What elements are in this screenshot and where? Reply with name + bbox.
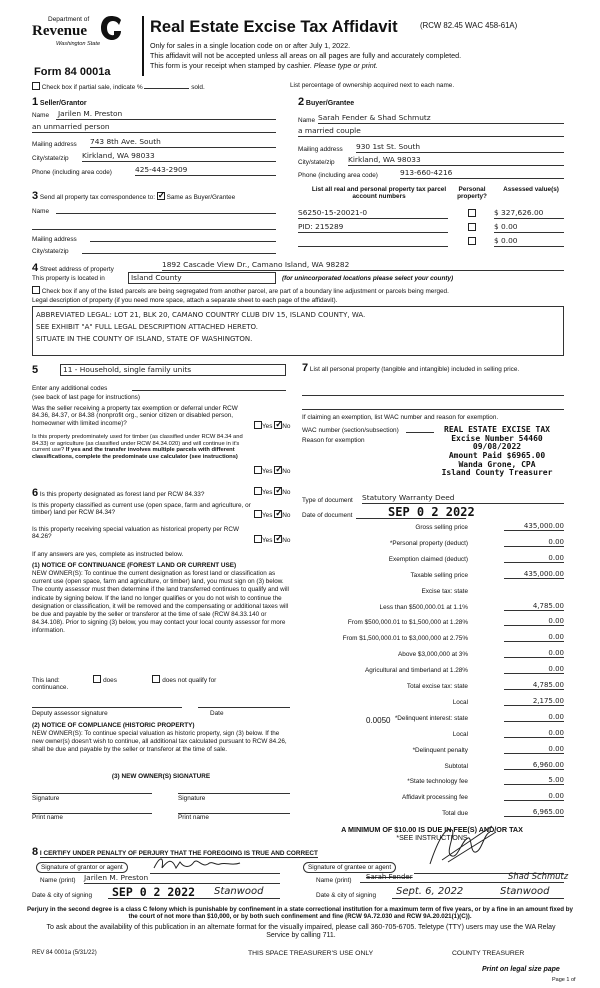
partial-sale-sold: sold.: [191, 84, 205, 91]
tax-row-value[interactable]: 5.00: [504, 776, 564, 785]
stamp-line: Excise Number 54460: [451, 433, 543, 443]
tax-row-label: Total due: [442, 810, 468, 818]
buyer-city-field[interactable]: Kirkland, WA 98033: [348, 156, 564, 166]
section3-city-field[interactable]: [82, 246, 276, 254]
deputy-date-field[interactable]: [198, 700, 290, 708]
tax-row-value[interactable]: 0.00: [504, 554, 564, 563]
tax-row-label: Local: [452, 698, 468, 706]
tax-row-value[interactable]: 4,785.00: [504, 681, 564, 690]
buyer-section-num: 2: [298, 96, 305, 108]
notice2-body: NEW OWNER(S): To continue special valuation as historic property, sign (3) below. If the new owner(s) doesn't wish to continue, all additional tax calculated pursuant to RCW 84.26, shall be due and payable by the seller or transferor at the time of sale.: [32, 730, 287, 754]
buyer-section-title: Buyer/Grantee: [305, 100, 355, 107]
tax-row-value[interactable]: 4,785.00: [504, 602, 564, 611]
s6-q3-no-checkbox[interactable]: [274, 535, 282, 543]
header-divider: [142, 16, 144, 76]
deputy-label: Deputy assessor signature: [32, 710, 108, 717]
doc-date-stamp: SEP 0 2 2022: [388, 505, 475, 519]
grantor-signature-scribble-icon: [150, 854, 250, 874]
stamp-line: Amount Paid $6965.00: [448, 450, 546, 460]
s6-if-yes: If any answers are yes, complete as instructed below.: [32, 551, 184, 558]
page-number: Page 1 of: [552, 977, 576, 983]
codes-label: Enter any additional codes: [32, 385, 108, 392]
wac-label: WAC number (section/subsection): [302, 427, 399, 434]
grantee-name-label: Name (print): [316, 877, 352, 884]
tax-row-label: Exemption claimed (deduct): [388, 555, 468, 563]
grantee-name-field[interactable]: [360, 882, 564, 883]
seller-heading: [32, 96, 87, 109]
yes-label: Yes: [262, 512, 273, 519]
does-not-qualify-checkbox[interactable]: [152, 675, 160, 683]
s6-q3: Is this property receiving special valuation as historical property per RCW 84.26?: [32, 526, 240, 541]
personal-property-checkbox[interactable]: [468, 209, 476, 217]
s6-q1-answer: [254, 487, 290, 496]
legal-label: Legal description of property (if you need more space, attach a separate sheet to each page of the affidavit).: [32, 297, 338, 304]
partial-sale-label: Check box if partial sale, indicate %: [41, 84, 143, 91]
parcel-number[interactable]: [298, 237, 448, 247]
section3-city-label: City/state/zip: [32, 248, 69, 255]
form-number: Form 84 0001a: [34, 66, 111, 78]
located-note: (for unincorporated locations please select your county): [282, 275, 454, 282]
tax-row-value[interactable]: 0.00: [504, 729, 564, 738]
s6-q1-row: [32, 487, 204, 500]
grantor-date-label: Date & city of signing: [32, 892, 93, 899]
s5-q2-answer: [254, 466, 290, 475]
grantor-name-field[interactable]: Jarilen M. Preston: [84, 874, 280, 884]
tax-row-label: Affidavit processing fee: [402, 794, 468, 802]
tax-row-value[interactable]: 0.00: [504, 617, 564, 626]
tax-row-label: *State technology fee: [407, 778, 468, 786]
tax-row-value[interactable]: 0.00: [504, 665, 564, 674]
tax-row-label: Above $3,000,000 at 3%: [398, 651, 468, 659]
yes-label: Yes: [262, 489, 273, 496]
no-label: No: [282, 423, 291, 430]
header-line3-italic: Please type or print.: [313, 61, 378, 70]
tax-row-value[interactable]: 0.00: [504, 745, 564, 754]
legal-line: SITUATE IN THE COUNTY OF ISLAND, STATE OF WASHINGTON.: [36, 335, 253, 344]
section3-heading: [32, 190, 235, 203]
page-title: Real Estate Excise Tax Affidavit: [150, 18, 398, 36]
grantee-signature-scribble-icon: [422, 820, 502, 870]
tax-row-label: *Personal property (deduct): [389, 539, 468, 547]
county-treasurer: COUNTY TREASURER: [452, 950, 525, 957]
grantee-city: Stanwood: [500, 886, 550, 897]
deputy-signature-field[interactable]: [32, 700, 182, 708]
does-not-label: does not qualify for: [162, 677, 217, 684]
tax-row-value[interactable]: 0.00: [504, 633, 564, 642]
codes-field[interactable]: [132, 383, 286, 391]
yes-label: Yes: [262, 468, 273, 475]
tax-row-value[interactable]: 0.00: [504, 792, 564, 801]
legal-description-box[interactable]: [32, 306, 564, 356]
yes-label: Yes: [262, 537, 273, 544]
parcels-header-list: List all real and personal property tax parcel account numbers: [311, 186, 447, 201]
yes-label: Yes: [262, 423, 273, 430]
tax-row-label: *Delinquent interest: state: [394, 714, 468, 722]
seller-section-num: 1: [32, 96, 39, 108]
located-label: This property is located in: [32, 275, 105, 282]
ownership-note: List percentage of ownership acquired next to each name.: [290, 82, 455, 89]
tax-row-label: From $500,000.01 to $1,500,000 at 1.28%: [347, 619, 468, 627]
partial-sale-row: [32, 82, 205, 91]
this-land-label: This land:: [32, 677, 60, 684]
seller-phone-label: Phone (including area code): [32, 169, 112, 176]
grantee-date-label: Date & city of signing: [316, 892, 377, 899]
s6-q1-no-checkbox[interactable]: [274, 487, 282, 495]
section4-num: 4: [32, 262, 39, 274]
tax-row-label: *Delinquent penalty: [412, 746, 468, 754]
treasurer-receipt-stamp: [430, 426, 564, 478]
seller-mailing-field[interactable]: 743 8th Ave. South: [90, 138, 276, 148]
reason-label: Reason for exemption: [302, 437, 365, 444]
tax-row-label: Gross selling price: [415, 524, 468, 531]
deputy-date-label: Date: [210, 710, 224, 717]
does-qualify-checkbox[interactable]: [93, 675, 101, 683]
s5-q2-yes-checkbox[interactable]: [254, 466, 262, 474]
county-select[interactable]: Island County: [128, 272, 276, 284]
accessibility-note: To ask about the availability of this publication in an alternate format for the visually impaired, please call 360-705-6705. Teletype (TTY) users may use the WA Relay Service by calling 711.: [46, 924, 556, 940]
doc-date-label: Date of document: [302, 512, 353, 519]
this-land-row: [32, 675, 216, 684]
notice2-title: (2) NOTICE OF COMPLIANCE (HISTORIC PROPERTY): [32, 722, 195, 729]
treasurer-only: THIS SPACE TREASURER'S USE ONLY: [248, 950, 374, 957]
tax-row-value[interactable]: 435,000.00: [504, 522, 564, 531]
s6-q2-no-checkbox[interactable]: [274, 510, 282, 518]
buyer-mailing-label: Mailing address: [298, 146, 343, 153]
no-label: No: [282, 468, 291, 475]
s6-q2-yes-checkbox[interactable]: [254, 510, 262, 518]
s6-q3-yes-checkbox[interactable]: [254, 535, 262, 543]
grantor-date-stamp: SEP 0 2 2022: [112, 885, 196, 899]
new-owner-print-1[interactable]: [32, 806, 152, 814]
tax-row-label: From $1,500,000.01 to $3,000,000 at 2.75%: [342, 635, 468, 643]
see-instructions: *SEE INSTRUCTIONS: [396, 835, 468, 842]
buyer-heading: [298, 96, 354, 109]
print-name-label-1: Print name: [32, 814, 63, 821]
s5-q1-no-checkbox[interactable]: [274, 421, 282, 429]
s6-q1-yes-checkbox[interactable]: [254, 487, 262, 495]
seller-city-label: City/state/zip: [32, 155, 69, 162]
stamp-line: Island County Treasurer: [441, 468, 553, 478]
partial-sale-checkbox[interactable]: [32, 82, 40, 90]
tax-row-value[interactable]: 435,000.00: [504, 570, 564, 579]
continuance-label: continuance.: [32, 684, 69, 691]
section3-name-field[interactable]: [56, 206, 276, 214]
s5-q1-answer: [254, 421, 290, 430]
seller-mailing-label: Mailing address: [32, 141, 77, 148]
local-rate: 0.0050: [366, 716, 391, 725]
tax-row-value[interactable]: 2,175.00: [504, 697, 564, 706]
seller-city-field[interactable]: Kirkland, WA 98033: [82, 152, 276, 162]
tax-row-value[interactable]: 6,965.00: [504, 808, 564, 817]
buyer-phone-label: Phone (including area code): [298, 172, 378, 179]
seller-name2-field[interactable]: an unmarried person: [32, 123, 276, 133]
signature-label-2: Signature: [178, 795, 206, 802]
section7-num: 7: [302, 362, 309, 374]
section4-street-row: [32, 262, 114, 275]
tax-row-label: Excise tax: state: [421, 587, 468, 595]
tax-row-value[interactable]: 0.00: [504, 713, 564, 722]
new-owner-signature-2[interactable]: [178, 786, 290, 794]
parcels-header-personal: Personal property?: [457, 186, 487, 201]
personal-property-checkbox[interactable]: [468, 237, 476, 245]
buyer-name-label: Name: [298, 117, 316, 124]
header-line1: Only for sales in a single location code on or after July 1, 2022.: [150, 41, 351, 50]
minimum-note: A MINIMUM OF $10.00 IS DUE IN FEE(S) AND/OR TAX: [341, 825, 523, 834]
buyer-mailing-field[interactable]: 930 1st St. South: [356, 143, 564, 153]
print-name-label-2: Print name: [178, 814, 209, 821]
certify-text: I CERTIFY UNDER PENALTY OF PERJURY THAT THE FOREGOING IS TRUE AND CORRECT: [39, 850, 318, 857]
title-citation: (RCW 82.45 WAC 458-61A): [420, 21, 518, 30]
tax-row-value[interactable]: 6,960.00: [504, 761, 564, 770]
section7-heading: [302, 362, 564, 375]
agency-line3: Washington State: [56, 41, 101, 47]
grantor-city: Stanwood: [214, 886, 264, 897]
grantee-date-field[interactable]: [392, 898, 564, 899]
tax-row-label: Local: [452, 730, 468, 738]
section3-name-label: Name: [32, 208, 50, 215]
s6-q1: Is this property designated as forest land per RCW 84.33?: [39, 491, 205, 498]
personal-property-field-2[interactable]: [302, 402, 564, 410]
section6-num: 6: [32, 487, 39, 499]
segregation-text: Check box if any of the listed parcels are being segregated from another parcel, are part of a boundary line adjustment or parcels being merged.: [41, 288, 449, 295]
signature-label-1: Signature: [32, 795, 60, 802]
grantor-name-label: Name (print): [40, 877, 76, 884]
partial-sale-percent-field[interactable]: [144, 82, 189, 89]
agency-line2: Revenue: [32, 23, 87, 39]
section3-mailing-label: Mailing address: [32, 236, 77, 243]
new-owner-signature-1[interactable]: [32, 786, 152, 794]
street-address-field[interactable]: 1892 Cascade View Dr., Camano Island, WA 98282: [162, 261, 564, 271]
notice1-body: NEW OWNER(S): To continue the current designation as forest land or classification as current use (open space, farm and agriculture, or timber) land, you must sign on (3) below. The county assessor must then determine if the land transferred continues to qualify and will indicate by signing below. If the land no longer qualifies or you do not wish to continue the designation or classification, it will be removed and the compensating or additional taxes will be due and payable by the seller or transferor at the time of sale (RCW 84.33.140 or 84.34.108). Prior to signing (3) below, you may contact your local county assessor for more information.: [32, 570, 289, 635]
does-label: does: [103, 677, 117, 684]
s5-q2a: Is this property predominately used for timber (as classified under RCW 84.34 and 84.33) or agriculture (as classified under RCW 84.34.020) and will continue in it's current use?: [32, 434, 243, 454]
stamp-line: Wanda Grone, CPA: [458, 459, 536, 469]
exemption-note: If claiming an exemption, list WAC number and reason for exemption.: [302, 414, 499, 421]
segregation-checkbox[interactable]: [32, 286, 40, 294]
section3-mailing-field[interactable]: [90, 234, 276, 242]
no-label: No: [282, 537, 291, 544]
s5-q1: Was the seller receiving a property tax exemption or deferral under RCW 84.36, 84.37, or 84.38 (nonprofit org., senior citizen or disabled person, homeowner with limited income)?: [32, 405, 238, 427]
section8-num: 8: [32, 846, 39, 858]
seller-name-field[interactable]: Jarilen M. Preston: [56, 110, 276, 120]
seller-name-label: Name: [32, 112, 50, 119]
doc-type-field[interactable]: Statutory Warranty Deed: [362, 494, 564, 504]
tax-row-label: Taxable selling price: [410, 571, 468, 579]
grantor-sig-label: Signature of grantor or agent: [36, 862, 128, 873]
personal-property-checkbox[interactable]: [468, 223, 476, 231]
section3-text: Send all property tax correspondence to:: [39, 194, 156, 201]
grantee-name: Shad Schmutz: [508, 871, 569, 881]
buyer-phone-field[interactable]: 913-660-4216: [400, 169, 564, 179]
perjury-note: Perjury in the second degree is a class C felony which is punishable by confinement in a state correctional institution for a maximum term of five years, or by a fine in an amount fixed by the court of not more than $10,000, or by both such confinement and fine (RCW 9A.72.030 and RCW 9A.20.021(1)(C)).: [26, 906, 573, 921]
print-on-legal: Print on legal size pape: [482, 966, 560, 973]
tax-row-label: Subtotal: [444, 762, 468, 770]
same-as-buyer-checkbox[interactable]: [157, 192, 165, 200]
parcel-number[interactable]: PID: 215289: [298, 223, 448, 233]
s5-q2: [32, 434, 254, 461]
header-line3-wrap: [150, 62, 378, 70]
seller-phone-field[interactable]: 425-443-2909: [135, 166, 276, 176]
tax-row-label: Agricultural and timberland at 1.28%: [364, 667, 468, 675]
legal-line: SEE EXHIBIT "A" FULL LEGAL DESCRIPTION ATTACHED HERETO.: [36, 323, 259, 332]
tax-row-value[interactable]: 0.00: [504, 538, 564, 547]
parcel-value[interactable]: $ 0.00: [494, 237, 564, 247]
s5-q2b: If yes and the transfer involves multiple parcels with different classifications, complete the predominate use calculator (see instructions): [32, 447, 238, 460]
codes-note: (see back of last page for instructions): [32, 394, 140, 401]
tax-row-value[interactable]: 0.00: [504, 649, 564, 658]
grantee-sig-label: Signature of grantee or agent: [303, 862, 396, 873]
section7-text: List all personal property (tangible and intangible) included in selling price.: [309, 366, 520, 373]
grantee-name-struck: Sarah Fender: [366, 873, 413, 881]
parcel-value[interactable]: $ 327,626.00: [494, 209, 564, 219]
revenue-logo: [14, 14, 132, 64]
s5-q2-no-checkbox[interactable]: [274, 466, 282, 474]
tax-row-label: Less than $500,000.01 at 1.1%: [379, 603, 468, 611]
rev-number: REV 84 0001a (5/31/22): [32, 950, 97, 956]
street-label: Street address of property: [39, 266, 114, 273]
parcels-header-assessed: Assessed value(s): [503, 186, 559, 193]
s6-q2: Is this property classified as current use (open space, farm and agriculture, or timber) land per RCW 84.34?: [32, 502, 251, 517]
header-line3: This form is your receipt when stamped by cashier.: [150, 61, 312, 70]
notice1-title: (1) NOTICE OF CONTINUANCE (FOREST LAND OR CURRENT USE): [32, 562, 237, 569]
grantee-date: Sept. 6, 2022: [396, 886, 464, 897]
legal-line: ABBREVIATED LEGAL: LOT 21, BLK 20, CAMANO COUNTRY CLUB DIV 15, ISLAND COUNTY, WA.: [36, 311, 366, 319]
section3-num: 3: [32, 190, 39, 202]
new-owner-sig-title: (3) NEW OWNER(S) SIGNATURE: [111, 773, 211, 780]
agency-line1: Department of: [48, 16, 90, 23]
buyer-city-label: City/state/zip: [298, 159, 335, 166]
same-as-buyer-label: Same as Buyer/Grantee: [166, 194, 236, 201]
parcel-number[interactable]: S6250-15-20021-0: [298, 209, 448, 219]
section5-num: 5: [32, 364, 39, 376]
buyer-name-field[interactable]: Sarah Fender & Shad Schmutz: [318, 114, 564, 124]
tax-row-label: Total excise tax: state: [406, 683, 468, 690]
stamp-line: REAL ESTATE EXCISE TAX: [444, 425, 550, 434]
new-owner-print-2[interactable]: [178, 806, 290, 814]
s5-q1-yes-checkbox[interactable]: [254, 421, 262, 429]
revenue-emblem-icon: [100, 14, 122, 42]
buyer-name2-field[interactable]: a married couple: [298, 127, 564, 137]
s6-q3-answer: [254, 535, 290, 544]
personal-property-field-1[interactable]: [302, 388, 564, 396]
land-use-select[interactable]: 11 - Household, single family units: [60, 364, 286, 376]
section3-name2-field[interactable]: [32, 222, 276, 230]
no-label: No: [282, 489, 291, 496]
doc-type-label: Type of document: [302, 497, 353, 504]
seller-section-title: Seller/Grantor: [39, 100, 87, 107]
parcel-value[interactable]: $ 0.00: [494, 223, 564, 233]
segregation-row: [32, 286, 449, 295]
header-line2: This affidavit will not be accepted unless all areas on all pages are fully and accurately completed.: [150, 51, 462, 60]
no-label: No: [282, 512, 291, 519]
stamp-line: 09/08/2022: [472, 442, 522, 452]
s6-q2-answer: [254, 510, 290, 519]
